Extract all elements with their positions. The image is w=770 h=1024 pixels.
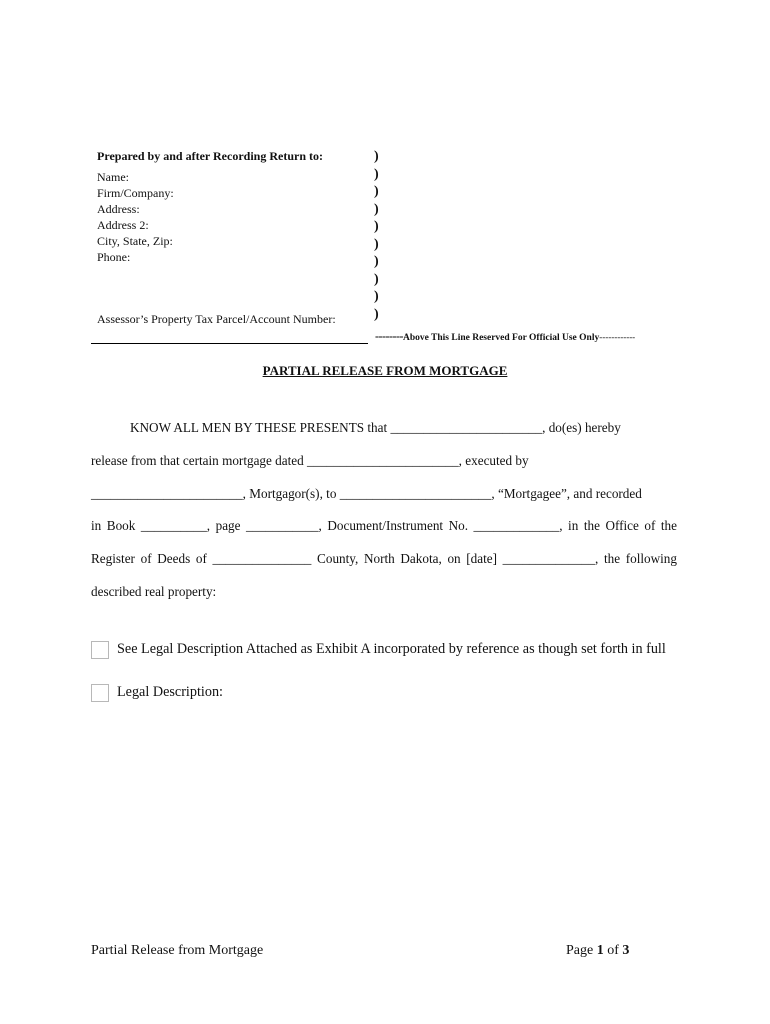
legal-description-checkbox[interactable] [91, 684, 109, 702]
footer-page-number [566, 943, 629, 959]
city-state-zip-field-label: City, State, Zip: [97, 234, 173, 248]
bracket-paren: ) [374, 306, 379, 322]
assessor-parcel-label: Assessor’s Property Tax Parcel/Account Number: [97, 312, 336, 326]
body-line-1: KNOW ALL MEN BY THESE PRESENTS that _______________________, do(es) hereby [130, 420, 621, 435]
phone-field-label: Phone: [97, 250, 131, 264]
body-line-2: release from that certain mortgage dated _______________________, executed by [91, 453, 529, 468]
official-use-tail-dashes: ------------ [599, 332, 636, 342]
option-legal-description[interactable] [91, 684, 681, 702]
address2-field-label: Address 2: [97, 218, 149, 232]
body-line-6: described real property: [91, 584, 217, 599]
exhibit-a-label: See Legal Description Attached as Exhibit A incorporated by reference as though set forth in full [117, 641, 666, 657]
bracket-paren: ) [374, 166, 379, 182]
body-line-3: _______________________, Mortgagor(s), to _______________________, “Mortgagee”, and recorded [91, 486, 642, 501]
body-line-4: in Book __________, page ___________, Document/Instrument No. _____________, in the Office of the [91, 518, 677, 533]
option-exhibit-a[interactable] [91, 641, 681, 659]
bracket-paren: ) [374, 201, 379, 217]
document-title: PARTIAL RELEASE FROM MORTGAGE [262, 363, 508, 378]
official-use-line [375, 329, 635, 344]
page-of: of [607, 943, 619, 958]
bracket-paren: ) [374, 219, 379, 234]
bracket-paren: ) [374, 184, 379, 199]
body-line-5: Register of Deeds of _______________ County, North Dakota, on [date] ______________, the following [91, 551, 677, 566]
page-current: 1 [596, 943, 604, 958]
bracket-column [374, 148, 379, 323]
bracket-paren: ) [374, 271, 379, 287]
bracket-paren: ) [374, 254, 379, 269]
assessor-rule-line [91, 343, 368, 344]
official-use-lead-dashes: -------- [375, 329, 403, 343]
bracket-paren: ) [374, 236, 379, 252]
name-field-label: Name: [97, 170, 129, 184]
prepared-by-label: Prepared by and after Recording Return to: [97, 149, 323, 163]
footer-document-name: Partial Release from Mortgage [91, 943, 264, 958]
exhibit-a-checkbox[interactable] [91, 641, 109, 659]
bracket-paren: ) [374, 149, 379, 164]
page-prefix: Page [566, 943, 594, 958]
address-field-label: Address: [97, 202, 140, 216]
firm-field-label: Firm/Company: [97, 186, 174, 200]
official-use-text: Above This Line Reserved For Official Use Only [402, 333, 600, 343]
bracket-paren: ) [374, 289, 379, 304]
page-total: 3 [622, 943, 630, 958]
legal-description-label: Legal Description: [117, 684, 223, 700]
